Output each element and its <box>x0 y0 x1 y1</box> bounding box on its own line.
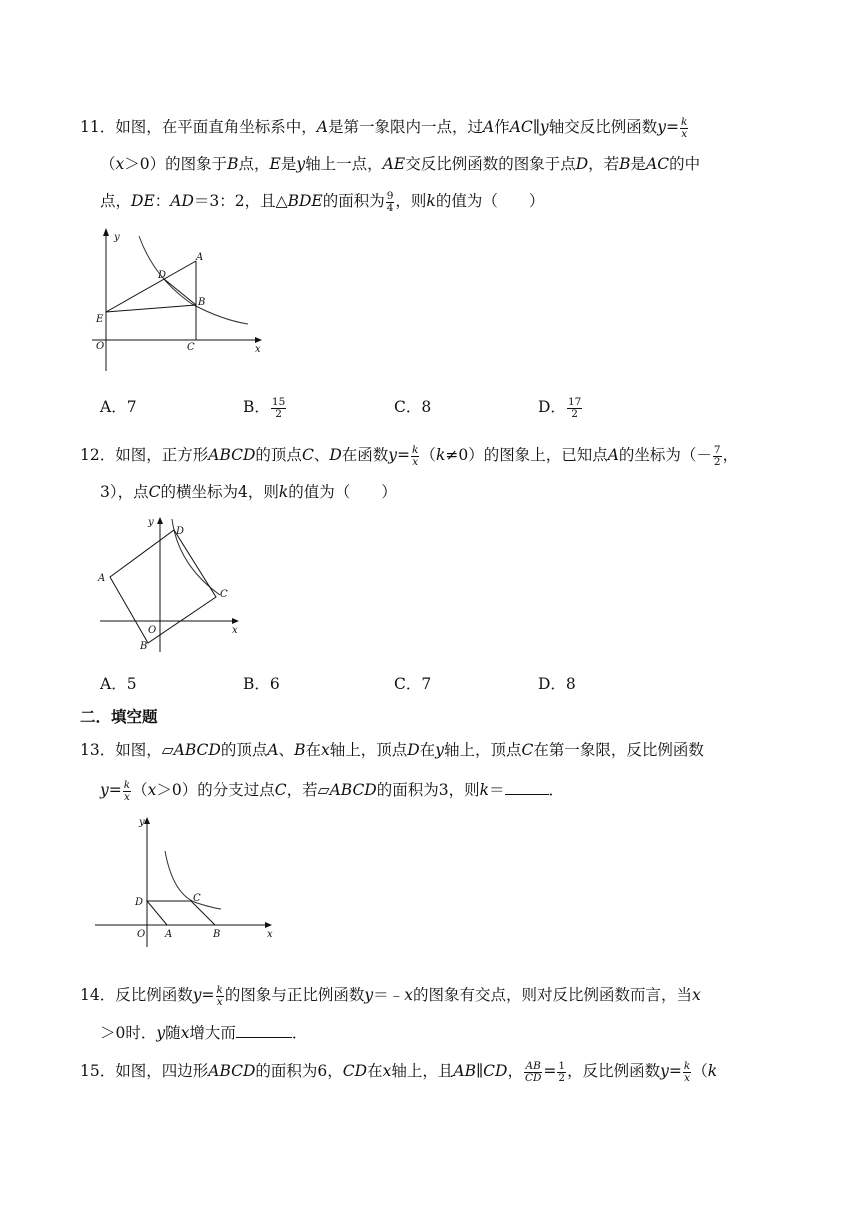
q13-label-A: A <box>165 929 173 940</box>
q11-label-B: B <box>198 297 206 308</box>
q14-line-2: ＞0时．y随x增大而 ． <box>100 1021 307 1044</box>
q11-label-A: A <box>196 252 204 263</box>
q13-label-x: x <box>267 929 273 940</box>
q11-line-1: 11．如图，在平面直角坐标系中，A是第一象限内一点，过A作AC∥y轴交反比例函数y= $\frac{k}{x}$ <box>80 115 688 140</box>
q11-label-C: C <box>187 342 195 353</box>
q11-line-2: （x＞0）的图象于B点，E是y轴上一点，AE交反比例函数的图象于点D，若B是AC的中 <box>100 155 701 173</box>
q11-segment-EA <box>106 261 196 312</box>
q13-figure <box>95 815 280 950</box>
q11-label-D: D <box>158 270 167 281</box>
q11-label-x: x <box>255 344 261 355</box>
q14-line-1: 14．反比例函数y= $\frac{k}{x}$ 的图象与正比例函数y＝﹣x的图象有交点，则对反比例函数而言，当x <box>80 983 701 1008</box>
q12-line-1: 12．如图，正方形ABCD的顶点C、D在函数y= $\frac{k}{x}$ （k≠0）的图象上，已知点A的坐标为（－ $\frac{7}{2}$ ， <box>80 443 739 468</box>
q14-answer-blank[interactable] <box>236 1021 292 1038</box>
q12-option-a: A．5 <box>100 675 137 693</box>
q11-label-O: O <box>96 341 105 352</box>
fraction-9-over-4: $\frac{9}{4}$ <box>386 189 394 214</box>
fraction-k-over-x: $\frac{k}{x}$ <box>683 1059 691 1084</box>
q12-y-arrow <box>157 517 163 524</box>
q11-line-3: 点，DE：AD＝3：2，且△BDE的面积为 $\frac{9}{4}$ ，则k的值为（ ） <box>100 189 545 214</box>
q12-figure <box>92 515 252 655</box>
q12-label-y: y <box>148 517 154 528</box>
fraction-AB-over-CD: $\frac{AB}{CD}$ <box>524 1059 542 1084</box>
q13-line-1: 13．如图，▱ABCD的顶点A、B在x轴上，顶点D在y轴上，顶点C在第一象限，反比例函数 <box>80 741 704 759</box>
q13-y-arrow <box>144 817 150 824</box>
fraction-k-over-x: $\frac{k}{x}$ <box>216 983 223 1008</box>
q11-hyperbola <box>139 236 248 324</box>
q11-segment-DB <box>164 279 196 305</box>
fraction-k-over-x: $\frac{k}{x}$ <box>412 443 419 468</box>
fraction-k-over-x: $\frac{k}{x}$ <box>680 115 688 140</box>
q12-option-c: C．7 <box>394 675 432 693</box>
q13-label-C: C <box>193 893 201 904</box>
q13-label-y: y <box>139 817 145 828</box>
fraction-k-over-x: $\frac{k}{x}$ <box>123 778 131 803</box>
q11-y-arrow <box>103 228 109 236</box>
q11-option-c: C．8 <box>394 398 432 416</box>
q12-label-A: A <box>98 573 106 584</box>
q11-segment-EB <box>106 305 196 312</box>
q11-x-arrow <box>255 337 262 343</box>
q11-option-d: D． $\frac{17}{2}$ <box>538 395 582 420</box>
q11-figure <box>92 228 262 373</box>
q12-option-d: D．8 <box>538 675 576 693</box>
q13-parallelogram-ABCD <box>147 901 215 925</box>
q12-square-ABCD <box>110 530 216 643</box>
q13-line-2: y= $\frac{k}{x}$ （x＞0）的分支过点C，若▱ABCD的面积为3，则k＝ ． <box>100 778 565 803</box>
fraction-1-over-2: $\frac{1}{2}$ <box>558 1059 566 1084</box>
q13-label-B: B <box>213 929 221 940</box>
q12-x-arrow <box>232 618 239 624</box>
q13-label-D: D <box>135 897 144 908</box>
section-heading-fill-in: 二．填空题 <box>80 708 158 726</box>
q13-x-arrow <box>265 922 272 928</box>
q13-label-O: O <box>137 929 146 940</box>
q15-line-1: 15．如图，四边形ABCD的面积为6，CD在x轴上，且AB∥CD， $\frac{AB}{CD}$ = $\frac{1}{2}$ ，反比例函数y= $\frac{k}{x}$ （k <box>80 1059 718 1084</box>
q11-label-y: y <box>114 232 120 243</box>
q12-label-O: O <box>148 625 157 636</box>
q12-label-x: x <box>232 625 238 636</box>
q11-label-E: E <box>96 314 104 325</box>
q12-label-C: C <box>220 589 228 600</box>
q13-answer-blank[interactable] <box>505 778 549 795</box>
q11-option-b: B． $\frac{15}{2}$ <box>243 395 286 420</box>
q12-option-b: B．6 <box>243 675 280 693</box>
q11-option-a: A．7 <box>100 398 137 416</box>
q12-label-B: B <box>140 641 148 652</box>
q12-line-2: 3），点C的横坐标为4，则k的值为（ ） <box>100 483 397 501</box>
fraction-7-over-2: $\frac{7}{2}$ <box>713 443 721 468</box>
q12-label-D: D <box>176 526 185 537</box>
